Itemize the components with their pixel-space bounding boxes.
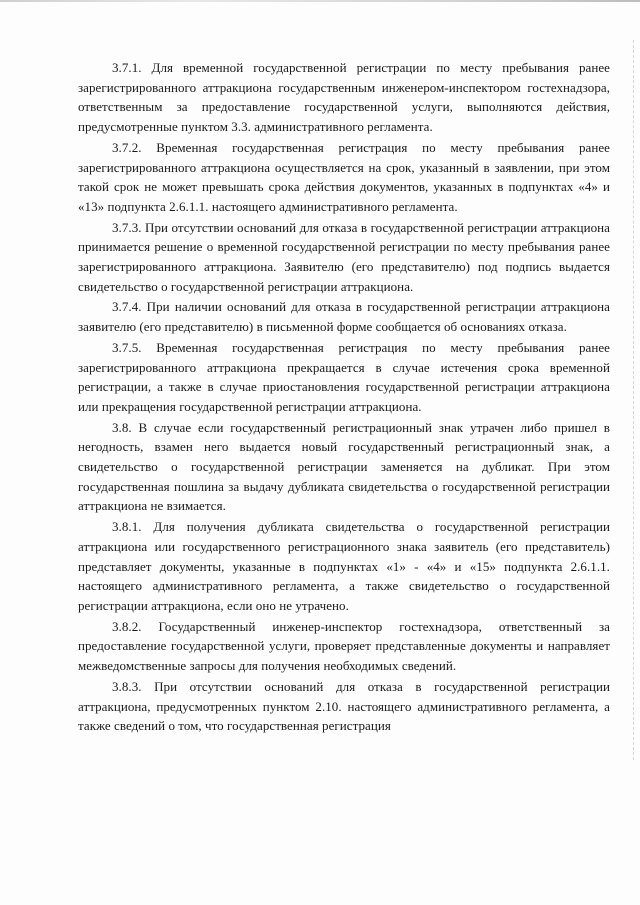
document-body [78, 58, 610, 737]
paragraph-3-7-5: 3.7.5. Временная государственная регистрация по месту пребывания ранее зарегистрированного аттракциона прекращается в случае истечения срока временной регистрации, а также в случае приостановления государственной регистрации аттракциона или прекращения государственной регистрации аттракциона. [78, 339, 610, 414]
paragraph-3-7-2: 3.7.2. Временная государственная регистрация по месту пребывания ранее зарегистрированного аттракциона осуществляется на срок, указанный в заявлении, при этом такой срок не может превышать срока действия документов, указанных в подпунктах «4» и «13» подпункта 2.6.1.1. настоящего административного регламента. [78, 139, 610, 214]
scan-right-edge [632, 40, 634, 760]
paragraph-3-7-3: 3.7.3. При отсутствии оснований для отказа в государственной регистрации аттракциона принимается решение о временной государственной регистрации по месту пребывания ранее зарегистрированного аттракциона. Заявителю (его представителю) под подпись выдается свидетельство о государственной регистрации аттракциона. [78, 219, 610, 294]
paragraph-3-8: 3.8. В случае если государственный регистрационный знак утрачен либо пришел в негодность, взамен него выдается новый государственный регистрационный знак, а свидетельство о государственной регистрации заменяется на дубликат. При этом государственная пошлина за выдачу дубликата свидетельства о государственной регистрации аттракциона не взимается. [78, 419, 610, 514]
paragraph-3-7-4: 3.7.4. При наличии оснований для отказа в государственной регистрации аттракциона заявителю (его представителю) в письменной форме сообщается об основаниях отказа. [78, 299, 610, 335]
paragraph-3-7-1: 3.7.1. Для временной государственной регистрации по месту пребывания ранее зарегистрированного аттракциона государственным инженером-инспектором гостехнадзора, ответственным за предоставление государственной услуги, выполняются действия, предусмотренные пунктом 3.3. административного регламента. [78, 60, 610, 135]
paragraph-3-8-3: 3.8.3. При отсутствии оснований для отказа в государственной регистрации аттракциона, предусмотренных пунктом 2.10. настоящего административного регламента, а также сведений о том, что государственная регистрация [78, 678, 610, 734]
scan-top-edge [0, 0, 640, 2]
paragraph-3-8-2: 3.8.2. Государственный инженер-инспектор гостехнадзора, ответственный за предоставление государственной услуги, проверяет представленные документы и направляет межведомственные запросы для получения необходимых сведений. [78, 618, 610, 674]
paragraph-3-8-1: 3.8.1. Для получения дубликата свидетельства о государственной регистрации аттракциона или государственного регистрационного знака заявитель (его представитель) представляет документы, указанные в подпунктах «1» - «4» и «15» подпункта 2.6.1.1. настоящего административного регламента, а также свидетельство о государственной регистрации аттракциона, если оно не утрачено. [78, 519, 610, 613]
